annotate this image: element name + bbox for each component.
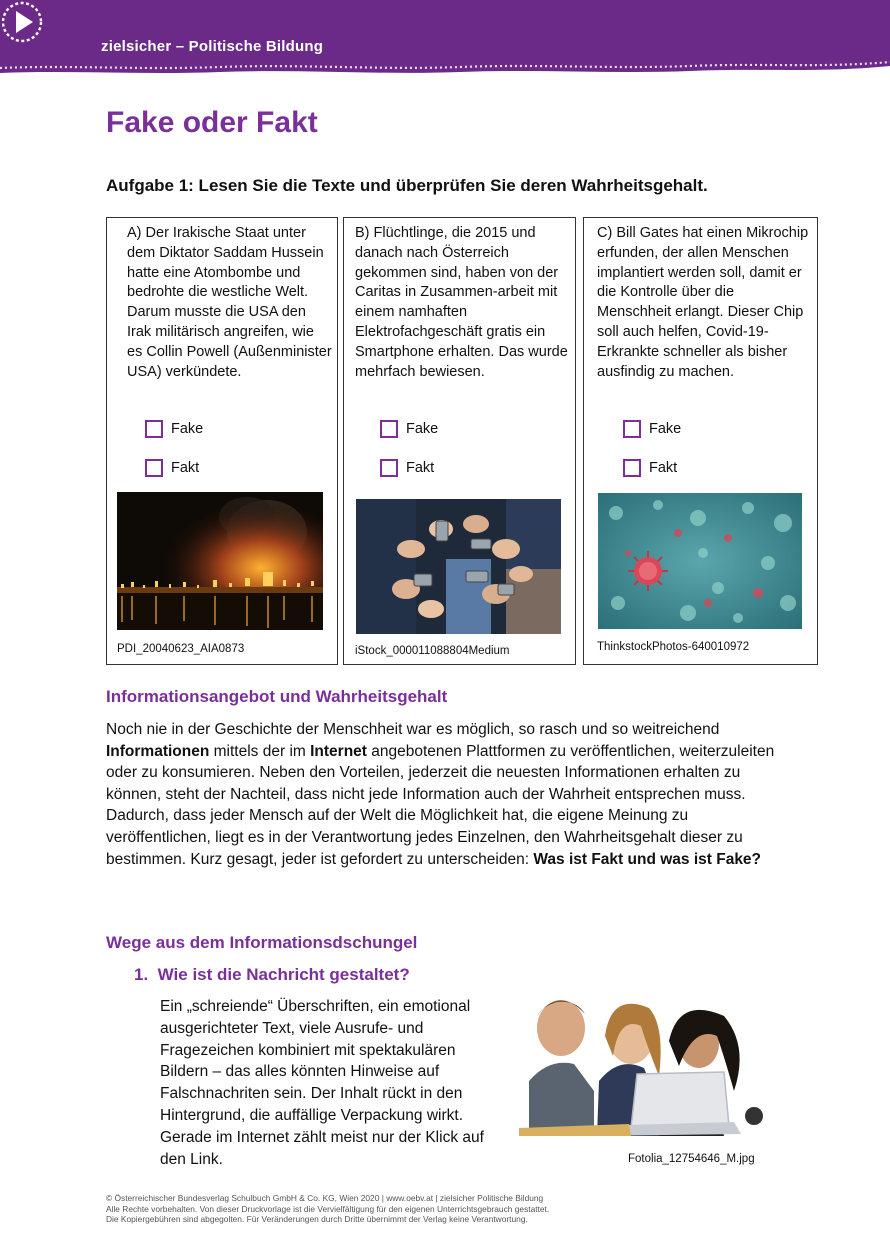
checkbox-icon[interactable] [623,420,641,438]
footer-line-1: © Österreichischer Bundesverlag Schulbuch GmbH & Co. KG, Wien 2020 | www.oebv.at | zielsicher Politische Bildung [106,1193,544,1203]
info-text-3: angebotenen Plattformen zu veröffentlichen, weiterzuleiten oder zu konsumieren. Neben den Vorteilen, jederzeit die neuesten Informationen erhalten zu können, steht der Nachteil, dass nicht jede Information auch der Wahrheit entsprechen muss. Dadurch, dass jeder Mensch auf der Welt die Möglichkeit hat, die eigene Meinung zu veröffentlichen, liegt es in der Verantwortung jedes Einzelnen, den Wahrheitsgehalt dieser zu bestimmen. Kurz gesagt, jeder ist gefordert zu unterscheiden: [106,742,775,868]
task-heading: Aufgabe 1: Lesen Sie die Texte und überprüfen Sie deren Wahrheitsgehalt. [106,176,708,195]
footer [106,1193,806,1225]
play-logo-icon [0,0,44,44]
checkbox-icon[interactable] [145,459,163,477]
checkbox-icon[interactable] [145,420,163,438]
virus-photo [598,493,802,629]
info-text-1: Noch nie in der Geschichte der Menschheit war es möglich, so rasch und so weitreichend [106,721,720,738]
card-b-fake-option[interactable] [380,420,438,438]
card-c [583,217,818,665]
night-fire-photo [117,492,323,630]
fake-label: Fake [649,421,682,437]
card-b-text: B) Flüchtlinge, die 2015 und danach nach Österreich gekommen sind, haben von der Caritas in Zusammen-arbeit mit einem namhaften Elektrofachgeschäft gratis ein Smartphone erhalten. Das wurde mehrfach bewiesen. [355,225,568,380]
page-title: Fake oder Fakt [106,106,318,139]
wege-paragraph: Ein „schreiende“ Überschriften, ein emotional ausgerichteter Text, viele Ausrufe- und Fragezeichen kombiniert mit spektakulären Bildern – das alles könnten Hinweise auf Falschnachriten sein. Der Inhalt rückt in den Hintergrund, die auffällige Verpackung wirkt. Gerade im Internet zählt meist nur der Klick auf den Link. [160,998,484,1168]
card-c-text: C) Bill Gates hat einen Mikrochip erfunden, der allen Menschen implantiert werden soll, damit er die Kontrolle über die Menschheit erlangt. Dieser Chip soll auch helfen, Covid-19-Erkrankte schneller als bisher ausfindig zu machen. [597,225,809,380]
card-c-fakt-option[interactable] [623,459,677,477]
fakt-label: Fakt [649,460,678,476]
info-bold-2: Internet [310,742,367,760]
info-bold-1: Informationen [106,742,210,760]
students-laptop-photo [519,986,763,1136]
info-paragraph [106,719,796,870]
info-text-2: mittels der im [209,742,311,760]
card-c-fake-option[interactable] [623,420,681,438]
card-b [343,217,576,665]
footer-line-2: Alle Rechte vorbehalten. Von dieser Druckvorlage ist die Vervielfältigung für den eigenen Unterrichtsgebrauch gestattet. [106,1203,550,1214]
checkbox-icon[interactable] [380,420,398,438]
card-c-credit: ThinkstockPhotos-640010972 [597,641,750,653]
list-item-number: 1. [134,965,149,984]
card-a-text: A) Der Irakische Staat unter dem Diktator Saddam Hussein hatte eine Atombombe und bedrohte die westliche Welt. Darum musste die USA den Irak militärisch angreifen, wie es Collin Powell (Außenminister USA) verkündete. [127,225,332,380]
smartphones-photo [356,499,561,634]
card-a-fake-option[interactable] [145,420,203,438]
fakt-label: Fakt [171,460,200,476]
card-a-fakt-option[interactable] [145,459,199,477]
list-item-title [134,965,410,985]
students-photo-credit: Fotolia_12754646_M.jpg [628,1153,755,1165]
fake-label: Fake [406,421,439,437]
fakt-label: Fakt [406,460,435,476]
card-a [106,217,338,665]
checkbox-icon[interactable] [623,459,641,477]
header-banner [0,0,890,80]
fake-label: Fake [171,421,204,437]
info-bold-3: Was ist Fakt und was ist Fake? [533,850,762,868]
card-b-fakt-option[interactable] [380,459,434,477]
checkbox-icon[interactable] [380,459,398,477]
card-b-credit: iStock_000011088804Medium [355,645,510,657]
brand-name: zielsicher – Politische Bildung [101,38,324,55]
section-heading-wege: Wege aus dem Informationsdschungel [106,933,418,952]
card-a-credit: PDI_20040623_AIA0873 [117,643,245,655]
footer-line-3: Die Kopiergebühren sind abgegolten. Für Veränderungen durch Dritte übernimmt der Verlag keine Verantwortung. [106,1214,528,1225]
list-item-heading: Wie ist die Nachricht gestaltet? [157,965,410,984]
section-heading-info: Informationsangebot und Wahrheitsgehalt [106,687,448,706]
